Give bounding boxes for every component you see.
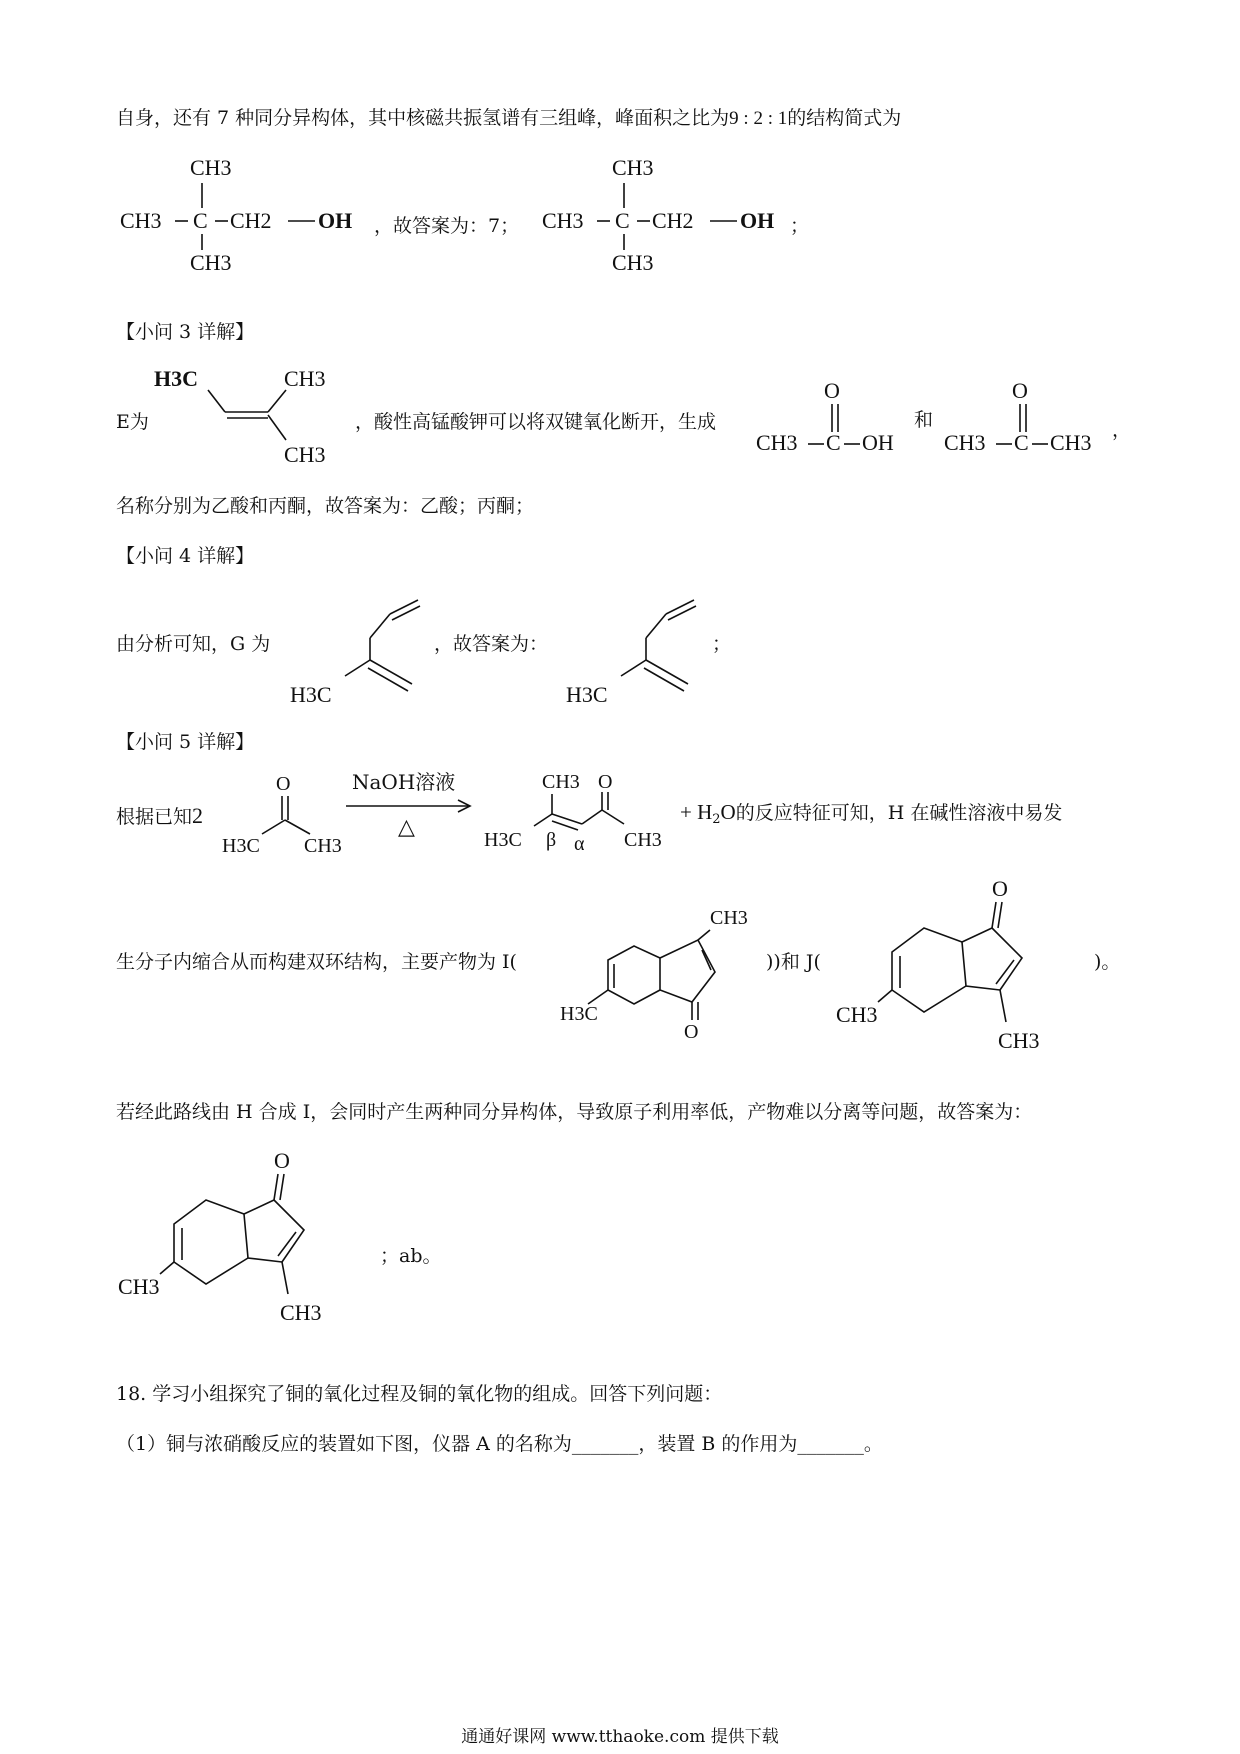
mesityl-oxide-product: [484, 766, 684, 866]
struct2-center-c: C: [615, 208, 630, 233]
isoprene-h3c-2: H3C: [566, 682, 608, 707]
neopentyl-alcohol-structure-1: [120, 150, 370, 275]
part2-intro: 自身，还有 7 种同分异构体，其中核磁共振氢谱有三组峰，峰面积之比为9 : 2 : 1的结构简式为: [116, 107, 902, 129]
struct2-ch2: CH2: [652, 208, 694, 233]
struct-center-c: C: [193, 208, 208, 233]
part5-line2: 生分子内缩合从而构建双环结构，主要产物为 I(: [116, 951, 517, 973]
part4-header: 【小问 4 详解】: [116, 545, 255, 567]
reactant-o: O: [276, 773, 291, 795]
part5-line3: 若经此路线由 H 合成 I，会同时产生两种同分异构体，导致原子利用率低，产物难以分离等问题，故答案为：: [116, 1101, 1033, 1123]
reagent-top: NaOH溶液: [352, 770, 456, 794]
isoprene-structure-1: [290, 590, 440, 710]
part3-names: 名称分别为乙酸和丙酮，故答案为：乙酸；丙酮；: [116, 495, 535, 517]
part3-e-label: E为: [116, 411, 149, 433]
q18-title: 18. 学习小组探究了铜的氧化过程及铜的氧化物的组成。回答下列问题：: [116, 1383, 723, 1405]
j-o: O: [992, 876, 1008, 901]
struct2-bottom-ch3: CH3: [612, 250, 654, 275]
j-ch3-bottom: CH3: [998, 1028, 1040, 1053]
part3-text: ，酸性高锰酸钾可以将双键氧化断开，生成: [355, 411, 717, 433]
product-h3c: H3C: [484, 829, 522, 851]
part5-end: )。: [1094, 951, 1121, 973]
isoprene-structure-2: [566, 590, 716, 710]
acetic-acid-structure: [756, 378, 926, 468]
bicyclic-product-j-answer: [108, 1144, 348, 1334]
part5-known: 根据已知2: [116, 803, 204, 828]
bicyclic-product-i: [560, 898, 760, 1058]
struct-bottom-ch3: CH3: [190, 250, 232, 275]
product-alpha: α: [574, 833, 585, 855]
reaction-arrow: [346, 796, 476, 816]
isoprene-h3c-1: H3C: [290, 682, 332, 707]
i-o: O: [684, 1021, 699, 1043]
acetic-c: C: [826, 430, 841, 455]
product-o: O: [598, 771, 613, 793]
product-beta: β: [546, 829, 557, 851]
reagent-bottom: △: [398, 815, 415, 840]
part3-and: 和: [914, 409, 934, 431]
acetic-o: O: [824, 378, 840, 403]
part5-mid: ))和 J(: [766, 951, 821, 973]
i-h3c: H3C: [560, 1003, 598, 1025]
part3-header: 【小问 3 详解】: [116, 321, 255, 343]
struct2-oh: OH: [740, 208, 775, 233]
e-ch3-top: CH3: [284, 366, 326, 391]
e-h3c: H3C: [154, 366, 198, 391]
part4-text: 由分析可知，G 为: [116, 633, 271, 655]
reactant-h3c: H3C: [222, 835, 260, 857]
part3-comma: ，: [1112, 419, 1132, 441]
acetic-ch3: CH3: [756, 430, 798, 455]
q18-q1: （1）铜与浓硝酸反应的装置如下图，仪器 A 的名称为_______，装置 B 的作用为_______。: [116, 1433, 883, 1455]
ans-ch3-bottom: CH3: [280, 1300, 322, 1325]
struct-ch2: CH2: [230, 208, 272, 233]
i-ch3: CH3: [710, 907, 748, 929]
j-ch3-left: CH3: [836, 1002, 878, 1027]
neopentyl-alcohol-structure-2: [542, 150, 792, 275]
struct-top-ch3: CH3: [190, 155, 232, 180]
struct2-left-ch3: CH3: [542, 208, 584, 233]
part5-answer-tail: ；ab。: [380, 1245, 442, 1267]
part2-answer-suffix: ；: [790, 215, 810, 237]
e-alkene-structure: [150, 360, 350, 480]
product-ch3: CH3: [542, 771, 580, 793]
ans-ch3-left: CH3: [118, 1274, 160, 1299]
part2-answer-prefix: ，故答案为：7；: [374, 215, 520, 237]
part5-header: 【小问 5 详解】: [116, 731, 255, 753]
struct-left-ch3: CH3: [120, 208, 162, 233]
acetone-ch3-left: CH3: [944, 430, 986, 455]
part4-answer: ，故答案为：: [434, 633, 549, 655]
product-ch3-right: CH3: [624, 829, 662, 851]
acetone-o: O: [1012, 378, 1028, 403]
acetic-oh: OH: [862, 430, 894, 455]
acetone-c: C: [1014, 430, 1029, 455]
bicyclic-product-j: [826, 872, 1066, 1062]
reactant-ch3: CH3: [304, 835, 342, 857]
struct2-top-ch3: CH3: [612, 155, 654, 180]
struct-oh: OH: [318, 208, 353, 233]
page-footer: 通通好课网 www.tthaoke.com 提供下载: [461, 1727, 779, 1747]
e-ch3-bottom: CH3: [284, 442, 326, 467]
acetone-ch3-right: CH3: [1050, 430, 1092, 455]
part4-end: ；: [712, 633, 732, 655]
acetone-reactant: [222, 770, 362, 870]
part5-water-tail: + $H_2O$的反应特征可知，H 在碱性溶液中易发: [680, 800, 1063, 827]
ans-o: O: [274, 1148, 290, 1173]
